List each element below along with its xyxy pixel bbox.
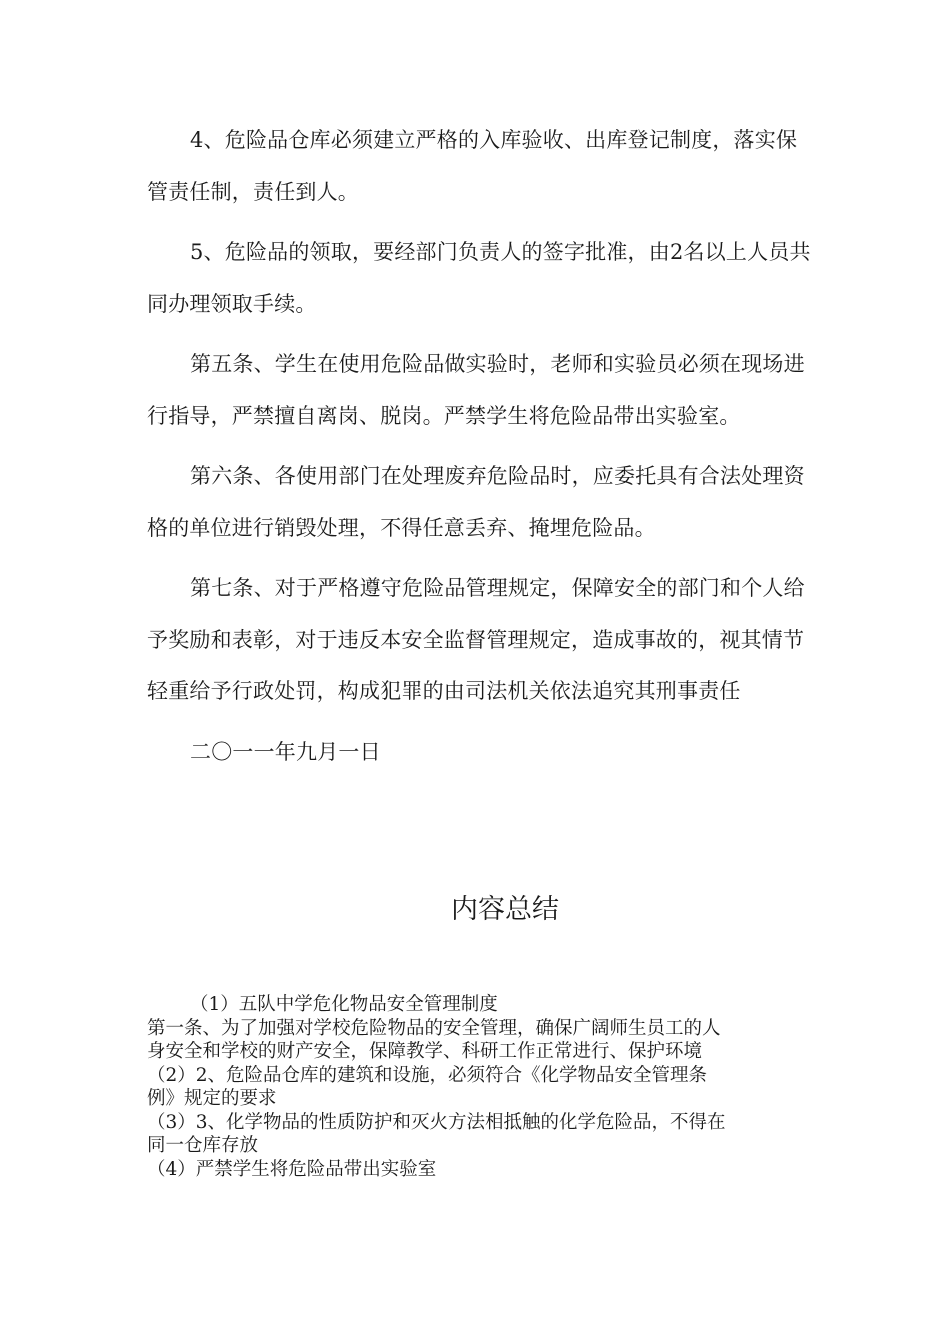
summary-line: （4）严禁学生将危险品带出实验室: [147, 1158, 437, 1180]
document-body: [147, 115, 812, 787]
paragraph-article-5: 5、危险品的领取，要经部门负责人的签字批准，由2名以上人员共同办理领取手续。: [147, 240, 811, 316]
paragraph-section-5: 第五条、学生在使用危险品做实验时，老师和实验员必须在现场进行指导，严禁擅自离岗、脱岗。严禁学生将危险品带出实验室。: [147, 352, 805, 428]
document-date: 二〇一一年九月一日: [190, 739, 381, 764]
paragraph-section-6: 第六条、各使用部门在处理废弃危险品时，应委托具有合法处理资格的单位进行销毁处理，不得任意丢弃、掩埋危险品。: [147, 464, 805, 540]
summary-line: （1）五队中学危化物品安全管理制度: [190, 994, 498, 1015]
summary-line: 同一仓库存放: [147, 1135, 259, 1156]
summary-section: [147, 993, 797, 1181]
summary-line: 例》规定的要求: [147, 1088, 277, 1109]
paragraph-section-7: 第七条、对于严格遵守危险品管理规定，保障安全的部门和个人给予奖励和表彰，对于违反本安全监督管理规定，造成事故的，视其情节轻重给予行政处罚，构成犯罪的由司法机关依法追究其刑事责任: [147, 576, 805, 703]
summary-line: 身安全和学校的财产安全，保障教学、科研工作正常进行、保护环境: [147, 1041, 703, 1062]
summary-line: （2）2、危险品仓库的建筑和设施，必须符合《化学物品安全管理条: [147, 1064, 708, 1086]
summary-line: （3）3、化学物品的性质防护和灭火方法相抵触的化学危险品，不得在: [147, 1111, 726, 1133]
summary-title: 内容总结: [451, 894, 559, 925]
summary-line: 第一条、为了加强对学校危险物品的安全管理，确保广阔师生员工的人: [147, 1017, 721, 1039]
paragraph-article-4: 4、危险品仓库必须建立严格的入库验收、出库登记制度，落实保管责任制，责任到人。: [147, 128, 798, 204]
